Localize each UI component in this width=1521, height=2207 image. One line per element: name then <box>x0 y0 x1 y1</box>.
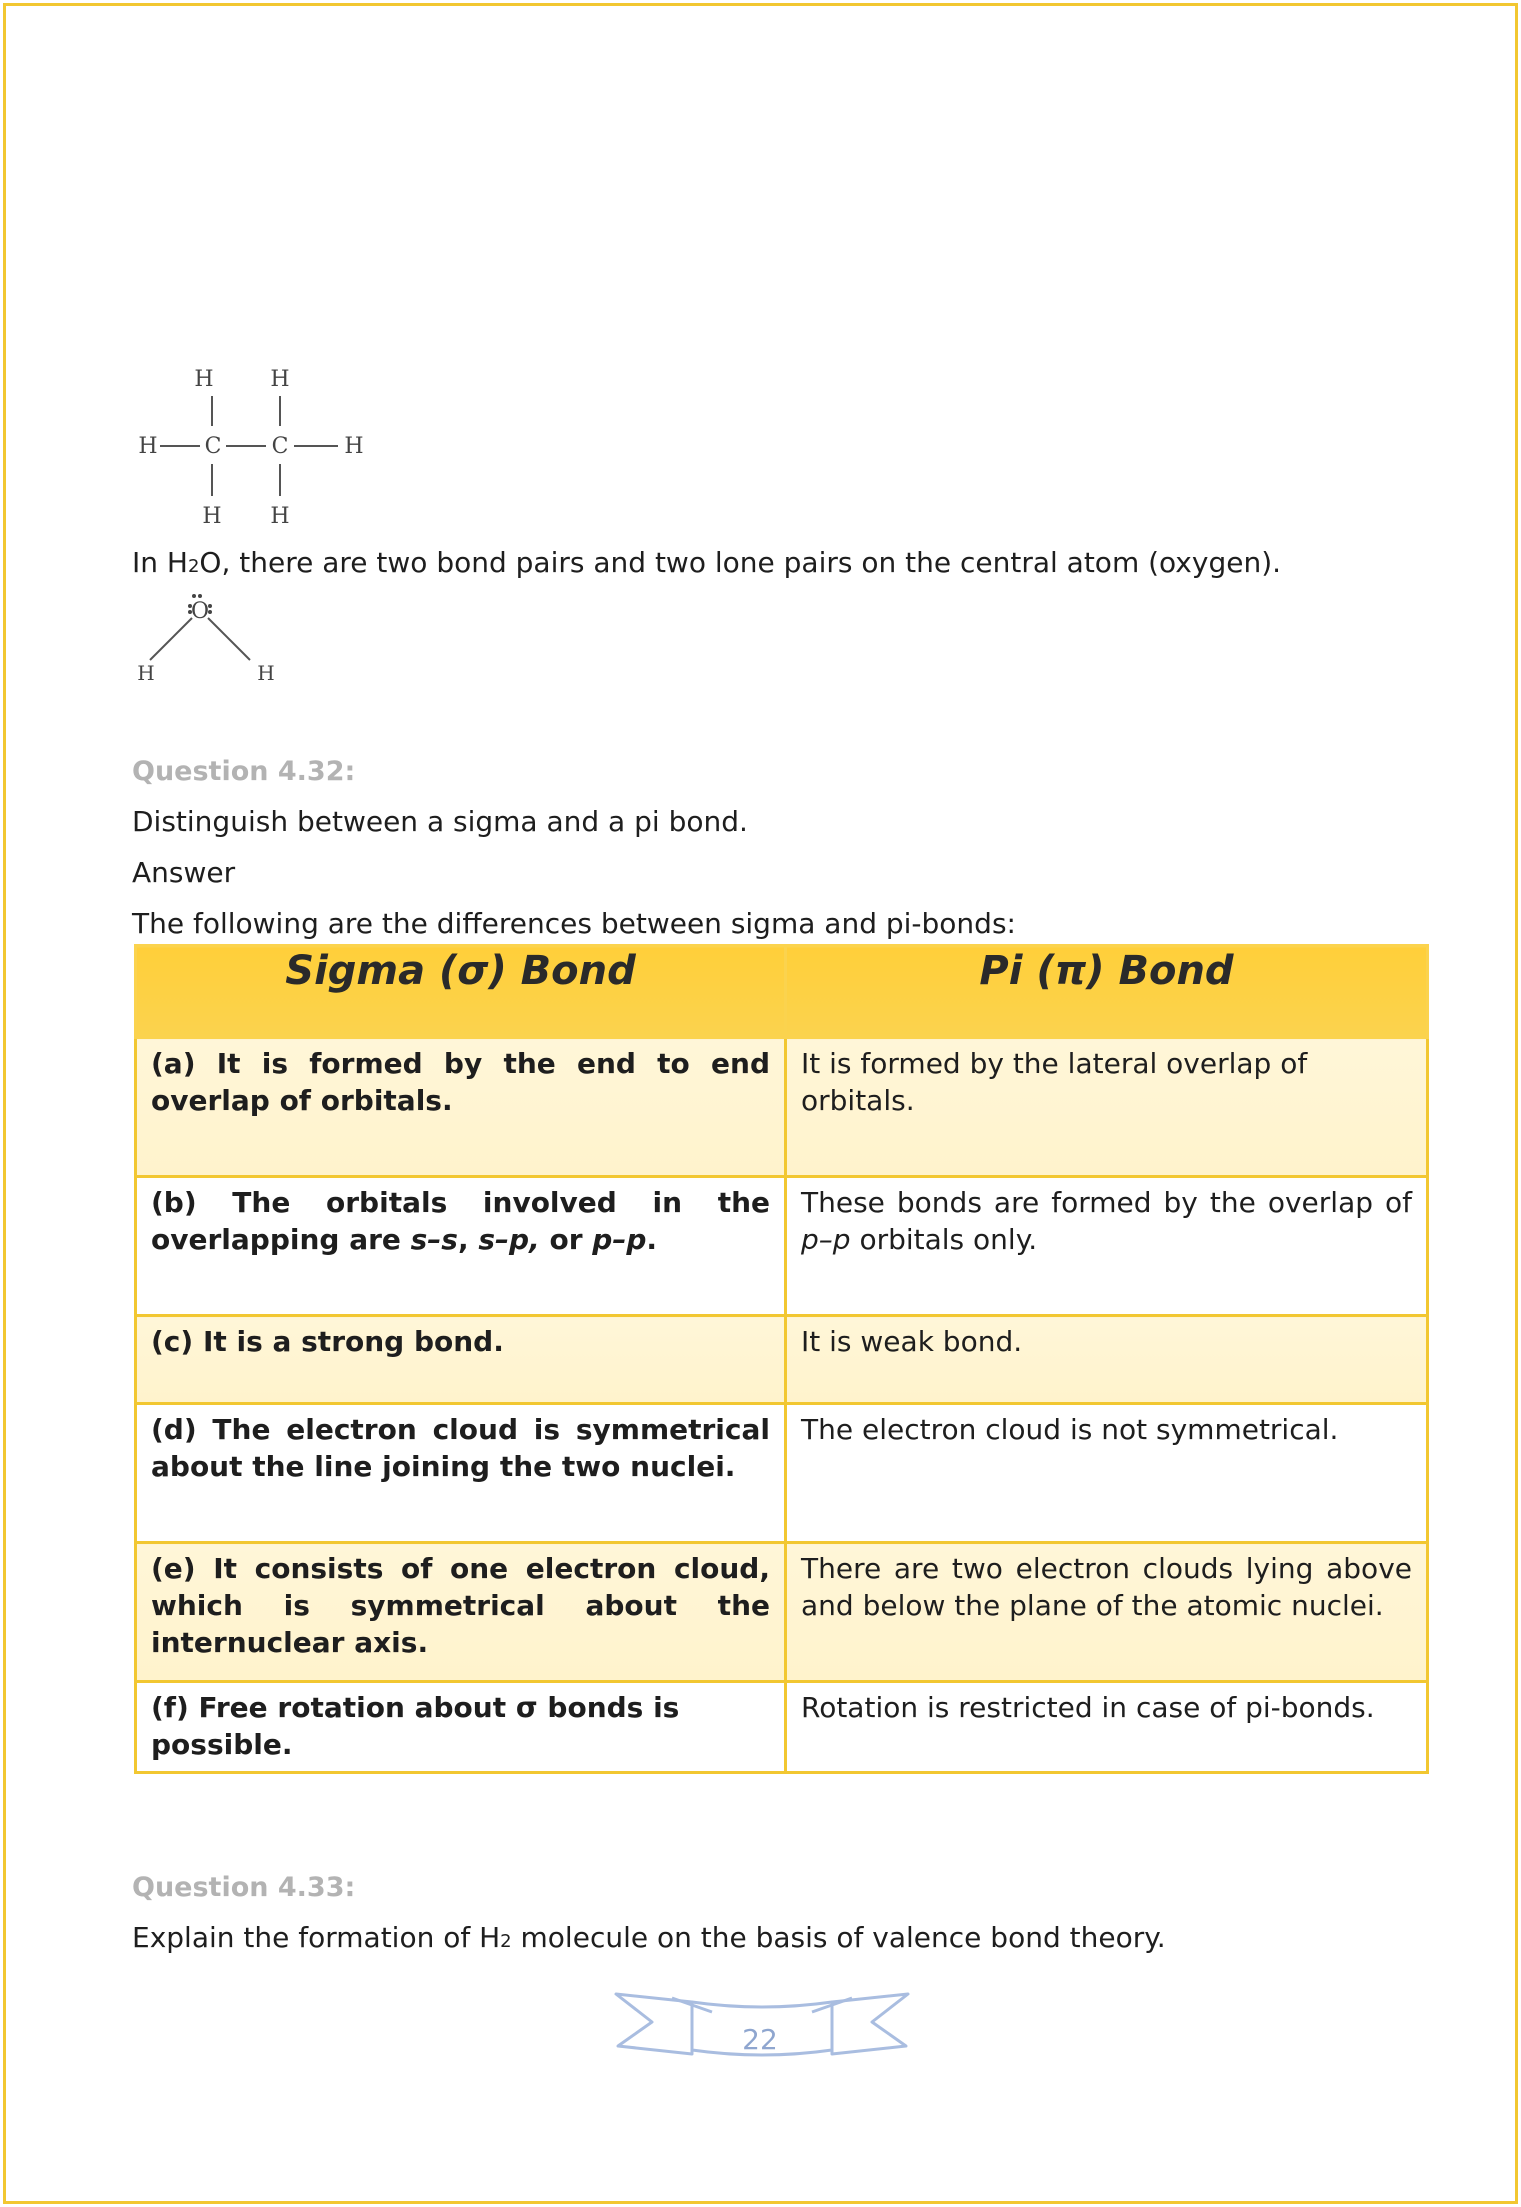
water-atom: O <box>190 599 210 624</box>
h2o-subscript: 2 <box>187 556 200 577</box>
orbital-term: s–p, <box>478 1223 540 1256</box>
orbital-term: p–p <box>592 1223 647 1256</box>
sigma-text: . <box>646 1223 658 1256</box>
bond-line <box>150 618 192 660</box>
orbital-term: p–p <box>801 1223 851 1256</box>
sigma-text: (b) The orbitals involved in the overlapping are <box>151 1186 770 1256</box>
q433-subscript: 2 <box>500 1931 512 1952</box>
sigma-cell: (e) It consists of one electron cloud, which is symmetrical about the internuclear axis. <box>136 1543 786 1682</box>
header-pi: Pi (π) Bond <box>786 946 1428 1038</box>
question-heading: Question 4.32: <box>132 756 356 787</box>
pi-cell: Rotation is restricted in case of pi-bonds. <box>786 1682 1428 1773</box>
water-structure <box>134 588 294 688</box>
sigma-cell <box>136 1177 786 1316</box>
answer-intro: The following are the differences between sigma and pi-bonds: <box>132 907 1016 940</box>
h2o-suffix: O, there are two bond pairs and two lone pairs on the central atom (oxygen). <box>199 546 1282 579</box>
ethane-atom: C <box>204 434 222 459</box>
table-row <box>136 1316 1428 1404</box>
pi-cell: It is formed by the lateral overlap of orbitals. <box>786 1038 1428 1177</box>
table-row <box>136 1177 1428 1316</box>
pi-cell: The electron cloud is not symmetrical. <box>786 1404 1428 1543</box>
q433-suffix: molecule on the basis of valence bond theory. <box>511 1921 1166 1954</box>
ethane-atom: H <box>270 367 290 392</box>
water-atom: H <box>257 661 275 685</box>
page-number: 22 <box>742 2023 778 2056</box>
sigma-cell: (a) It is formed by the end to end overlap of orbitals. <box>136 1038 786 1177</box>
table-row <box>136 1404 1428 1543</box>
h2o-prefix: In H <box>132 546 188 579</box>
question-heading: Question 4.33: <box>132 1872 356 1903</box>
sigma-cell: (c) It is a strong bond. <box>136 1316 786 1404</box>
pi-text: orbitals only. <box>850 1223 1038 1256</box>
ethane-atom: H <box>194 367 214 392</box>
q433-prefix: Explain the formation of H <box>132 1921 501 1954</box>
question-text <box>132 1920 1166 1960</box>
answer-label: Answer <box>132 856 236 889</box>
ethane-atom: H <box>202 504 222 529</box>
question-text: Distinguish between a sigma and a pi bond. <box>132 805 748 838</box>
bond-line <box>208 618 250 660</box>
pi-cell: There are two electron clouds lying above and below the plane of the atomic nuclei. <box>786 1543 1428 1682</box>
ethane-atom: C <box>271 434 289 459</box>
sigma-cell: (f) Free rotation about σ bonds is possible. <box>136 1682 786 1773</box>
pi-cell: It is weak bond. <box>786 1316 1428 1404</box>
orbital-term: s–s <box>410 1223 458 1256</box>
table-row <box>136 1682 1428 1773</box>
comparison-table <box>134 944 1429 1774</box>
h2o-sentence <box>132 545 1281 585</box>
table-row <box>136 1038 1428 1177</box>
ethane-atom: H <box>138 434 158 459</box>
header-sigma: Sigma (σ) Bond <box>136 946 786 1038</box>
sigma-text: or <box>539 1223 593 1256</box>
ribbon-right-tail <box>832 1994 908 2054</box>
ribbon-left-tail <box>616 1994 692 2054</box>
pi-text: These bonds are formed by the overlap of <box>801 1186 1412 1219</box>
table-header-row <box>136 946 1428 1038</box>
sigma-cell: (d) The electron cloud is symmetrical about the line joining the two nuclei. <box>136 1404 786 1543</box>
ethane-structure <box>134 360 374 530</box>
pi-cell <box>786 1177 1428 1316</box>
table-row <box>136 1543 1428 1682</box>
lone-pair-dot <box>192 594 196 598</box>
ethane-atom: H <box>344 434 364 459</box>
lone-pair-dot <box>198 594 202 598</box>
ethane-atom: H <box>270 504 290 529</box>
sigma-text: , <box>457 1223 479 1256</box>
water-atom: H <box>137 661 155 685</box>
